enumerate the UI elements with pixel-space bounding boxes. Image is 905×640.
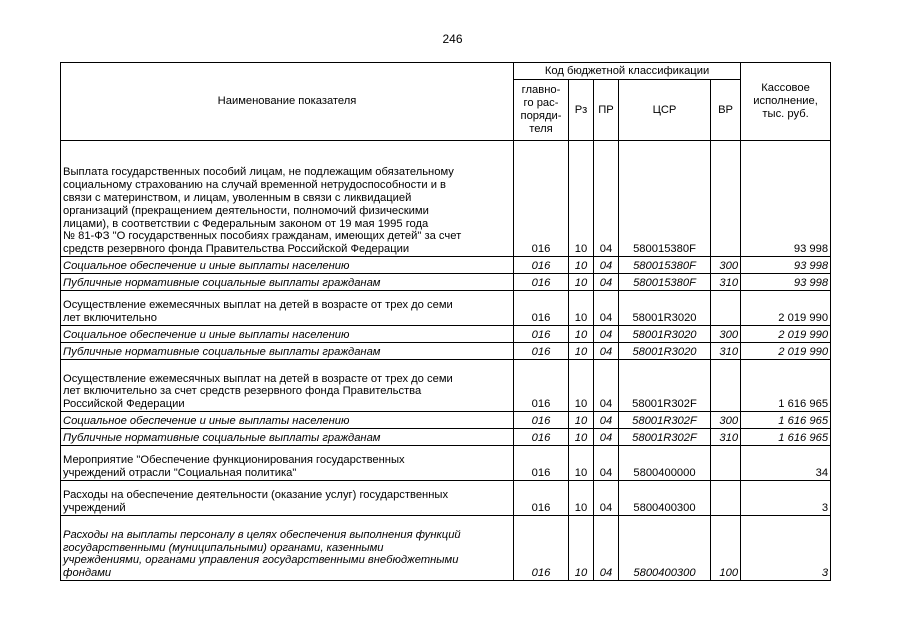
table-row: [61, 429, 831, 446]
table-row: [61, 141, 831, 257]
row-name-line: № 81-ФЗ "О государственных пособиях гражданам, имеющих детей" за счет: [63, 230, 462, 243]
row-csr: 5800400300: [619, 481, 711, 516]
row-csr: 580015380F: [619, 257, 711, 274]
row-glavno: 016: [514, 326, 569, 343]
row-amount: 2 019 990: [741, 343, 831, 360]
row-pr: 04: [594, 343, 619, 360]
row-name-line: Публичные нормативные социальные выплаты гражданам: [63, 277, 381, 290]
row-name: [61, 446, 514, 481]
row-vr: 310: [711, 343, 741, 360]
table-row: [61, 516, 831, 581]
header-name: Наименование показателя: [61, 63, 514, 141]
header-line: Кассовое: [761, 82, 810, 95]
row-csr: 58001R3020: [619, 343, 711, 360]
row-name-line: Выплата государственных пособий лицам, не подлежащим обязательному: [63, 166, 454, 179]
row-name-line: лет включительно: [63, 312, 157, 325]
row-amount: 1 616 965: [741, 360, 831, 412]
row-name-line: учреждениями, органами управления государственными внебюджетными: [63, 554, 459, 567]
header-line: главно-: [521, 84, 561, 97]
row-vr: 100: [711, 516, 741, 581]
row-name-line: учреждений отрасли "Социальная политика": [63, 467, 297, 480]
header-amount: [741, 63, 831, 141]
table-row: [61, 446, 831, 481]
row-name: [61, 291, 514, 326]
row-name-line: Осуществление ежемесячных выплат на детей в возрасте от трех до семи: [63, 372, 453, 385]
row-glavno: 016: [514, 291, 569, 326]
row-rz: 10: [569, 274, 594, 291]
table-row: [61, 481, 831, 516]
row-name: [61, 274, 514, 291]
row-rz: 10: [569, 516, 594, 581]
row-amount: 93 998: [741, 141, 831, 257]
row-pr: 04: [594, 326, 619, 343]
row-amount: 1 616 965: [741, 412, 831, 429]
row-vr: [711, 291, 741, 326]
row-name-line: Мероприятие "Обеспечение функционирования государственных: [63, 454, 405, 467]
row-vr: [711, 481, 741, 516]
header-line: поряди-: [520, 110, 562, 122]
row-rz: 10: [569, 446, 594, 481]
row-pr: 04: [594, 446, 619, 481]
table-row: [61, 291, 831, 326]
row-name-line: государственными (муниципальными) органами, казенными: [63, 541, 384, 554]
header-line: теля: [529, 122, 553, 135]
row-name-line: Осуществление ежемесячных выплат на детей в возрасте от трех до семи: [63, 299, 453, 312]
row-name: [61, 257, 514, 274]
row-glavno: 016: [514, 446, 569, 481]
row-glavno: 016: [514, 274, 569, 291]
row-name-line: фондами: [63, 567, 112, 580]
page-number: 246: [442, 32, 463, 46]
header-line: го рас-: [523, 97, 559, 110]
row-vr: 300: [711, 257, 741, 274]
header-csr: ЦСР: [619, 80, 711, 141]
row-name-line: Расходы на обеспечение деятельности (оказание услуг) государственных: [63, 489, 449, 502]
row-csr: 5800400300: [619, 516, 711, 581]
table-row: [61, 326, 831, 343]
row-amount: 3: [741, 516, 831, 581]
row-name: [61, 412, 514, 429]
row-name: [61, 326, 514, 343]
row-amount: 1 616 965: [741, 429, 831, 446]
row-name: [61, 516, 514, 581]
row-vr: [711, 360, 741, 412]
row-pr: 04: [594, 429, 619, 446]
row-amount: 2 019 990: [741, 326, 831, 343]
budget-execution-table: [60, 62, 831, 581]
header-pr: ПР: [594, 80, 619, 141]
row-name-line: Публичные нормативные социальные выплаты гражданам: [63, 346, 381, 359]
table-row: [61, 343, 831, 360]
row-rz: 10: [569, 343, 594, 360]
row-glavno: 016: [514, 481, 569, 516]
row-csr: 58001R3020: [619, 291, 711, 326]
row-rz: 10: [569, 291, 594, 326]
row-pr: 04: [594, 141, 619, 257]
table-row: [61, 257, 831, 274]
row-name-line: лет включительно за счет средств резервного фонда Правительства: [63, 385, 422, 398]
row-glavno: 016: [514, 343, 569, 360]
row-csr: 58001R302F: [619, 429, 711, 446]
row-glavno: 016: [514, 429, 569, 446]
row-name: [61, 343, 514, 360]
row-name-line: лицами), в соответствии с Федеральным законом от 19 мая 1995 года: [63, 217, 429, 230]
row-name-line: учреждений: [63, 502, 126, 515]
row-rz: 10: [569, 326, 594, 343]
row-vr: 300: [711, 326, 741, 343]
row-pr: 04: [594, 274, 619, 291]
row-vr: 310: [711, 429, 741, 446]
row-pr: 04: [594, 291, 619, 326]
row-rz: 10: [569, 429, 594, 446]
header-code-group: Код бюджетной классификации: [514, 63, 741, 80]
row-name-line: Социальное обеспечение и иные выплаты населению: [63, 260, 350, 273]
table-row: [61, 412, 831, 429]
row-pr: 04: [594, 412, 619, 429]
table-row: [61, 360, 831, 412]
row-vr: [711, 446, 741, 481]
header-line: исполнение,: [753, 95, 818, 108]
row-name: [61, 360, 514, 412]
row-name-line: Социальное обеспечение и иные выплаты населению: [63, 329, 350, 342]
row-csr: 58001R302F: [619, 360, 711, 412]
row-name-line: связи с материнством, и лицам, уволенным в связи с ликвидацией: [63, 192, 412, 205]
row-rz: 10: [569, 481, 594, 516]
row-pr: 04: [594, 257, 619, 274]
row-csr: 580015380F: [619, 274, 711, 291]
row-amount: 3: [741, 481, 831, 516]
row-name: [61, 141, 514, 257]
row-csr: 580015380F: [619, 141, 711, 257]
row-amount: 34: [741, 446, 831, 481]
row-vr: 300: [711, 412, 741, 429]
row-name-line: Социальное обеспечение и иные выплаты населению: [63, 415, 350, 428]
row-csr: 58001R302F: [619, 412, 711, 429]
row-name-line: Российской Федерации: [63, 398, 185, 411]
header-glavno: [514, 80, 569, 141]
row-amount: 93 998: [741, 274, 831, 291]
row-name-line: организаций (прекращением деятельности, полномочий физическими: [63, 204, 429, 217]
row-rz: 10: [569, 412, 594, 429]
row-name-line: Публичные нормативные социальные выплаты гражданам: [63, 432, 381, 445]
header-vr: ВР: [711, 80, 741, 141]
row-name: [61, 481, 514, 516]
header-line: тыс. руб.: [762, 107, 809, 120]
row-pr: 04: [594, 360, 619, 412]
row-name: [61, 429, 514, 446]
row-glavno: 016: [514, 360, 569, 412]
row-vr: 310: [711, 274, 741, 291]
table-row: [61, 274, 831, 291]
row-glavno: 016: [514, 141, 569, 257]
row-name-line: Расходы на выплаты персоналу в целях обеспечения выполнения функций: [63, 528, 461, 541]
row-pr: 04: [594, 481, 619, 516]
row-rz: 10: [569, 257, 594, 274]
row-vr: [711, 141, 741, 257]
row-amount: 93 998: [741, 257, 831, 274]
row-csr: 58001R3020: [619, 326, 711, 343]
table-body: [61, 141, 831, 581]
row-glavno: 016: [514, 257, 569, 274]
row-name-line: социальному страхованию на случай временной нетрудоспособности и в: [63, 179, 447, 192]
row-name-line: средств резервного фонда Правительства Российской Федерации: [63, 243, 410, 256]
row-amount: 2 019 990: [741, 291, 831, 326]
row-glavno: 016: [514, 516, 569, 581]
row-glavno: 016: [514, 412, 569, 429]
row-csr: 5800400000: [619, 446, 711, 481]
row-pr: 04: [594, 516, 619, 581]
row-rz: 10: [569, 141, 594, 257]
row-rz: 10: [569, 360, 594, 412]
header-rz: Рз: [569, 80, 594, 141]
